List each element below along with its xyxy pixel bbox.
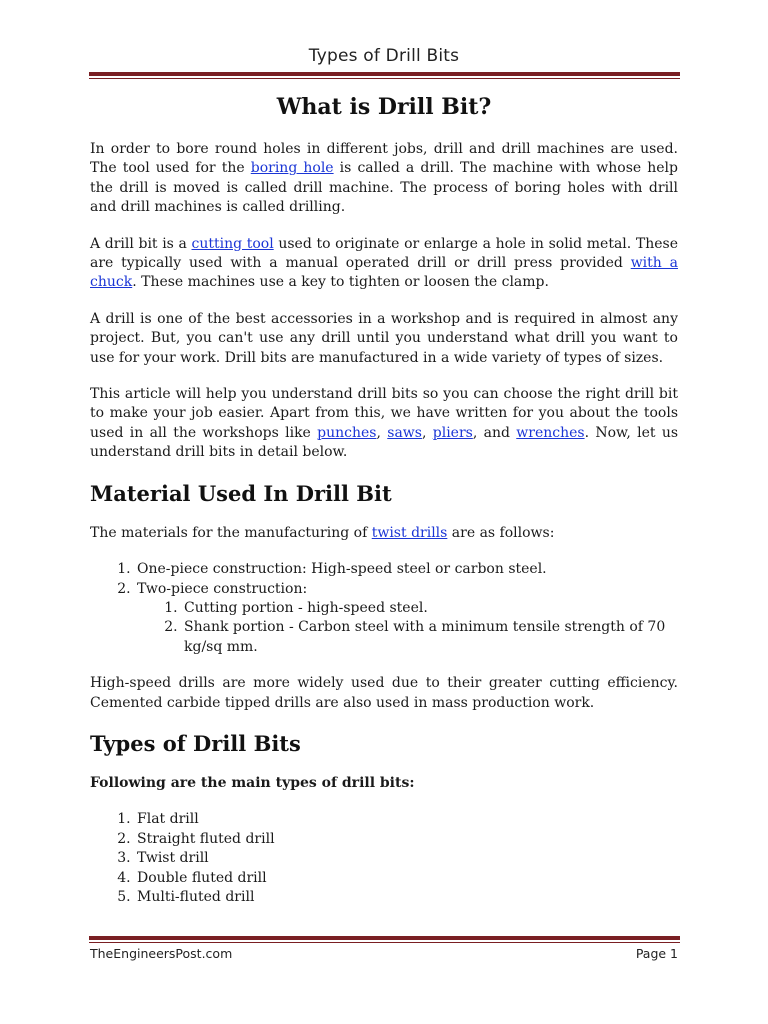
link-with-a-chuck[interactable]: with a chuck — [90, 255, 678, 291]
list-item: 4. Double fluted drill — [135, 869, 678, 888]
list-item: 2. Shank portion - Carbon steel with a minimum tensile strength of 70 kg/sq mm. — [182, 618, 678, 657]
footer-rule — [89, 936, 680, 943]
footer-page-number: Page 1 — [635, 946, 678, 961]
link-boring-hole[interactable]: boring hole — [250, 160, 334, 177]
list-item: 2. Two-piece construction: 1. Cutting portion - high-speed steel. 2. Shank portion - Carbon steel with a minimum tensile strength of 70 kg/sq mm. — [135, 580, 678, 658]
paragraph-material-intro: The materials for the manufacturing of twist drills are as follows: — [90, 524, 555, 541]
material-list — [90, 560, 678, 657]
list-item: 3. Twist drill — [135, 849, 678, 868]
page-title: What is Drill Bit? — [276, 94, 492, 120]
link-pliers[interactable]: pliers — [432, 424, 473, 441]
link-wrenches[interactable]: wrenches — [516, 424, 585, 441]
running-header: Types of Drill Bits — [308, 46, 460, 66]
document-body — [90, 92, 678, 924]
section-heading-types: Types of Drill Bits — [90, 730, 301, 756]
list-item: 1. Flat drill — [135, 810, 678, 829]
list-item: 2. Straight fluted drill — [135, 830, 678, 849]
paragraph-article: This article will help you understand drill bits so you can choose the right drill bit to make your job easier. Apart from this, we have written for you about the tools used in all the workshops like punches, saws, pliers, and wrenches. Now, let us understand drill bits in detail below. — [90, 386, 679, 461]
section-heading-material: Material Used In Drill Bit — [90, 480, 392, 506]
list-item: 5. Multi-fluted drill — [135, 888, 678, 907]
paragraph-material-closing: High-speed drills are more widely used due to their greater cutting efficiency. Cemented carbide tipped drills are also used in mass production work. — [90, 675, 678, 711]
paragraph-drill-bit: A drill bit is a cutting tool used to originate or enlarge a hole in solid metal. These are typically used with a manual operated drill or drill press provided with a chuck. These machines use a key to tighten or loosen the clamp. — [90, 235, 678, 291]
link-cutting-tool[interactable]: cutting tool — [191, 235, 274, 252]
link-punches[interactable]: punches — [317, 424, 377, 441]
header-rule — [89, 72, 680, 79]
footer-site: TheEngineersPost.com — [90, 946, 233, 961]
types-lead: Following are the main types of drill bits: — [90, 774, 415, 791]
material-sub-list — [137, 599, 678, 657]
list-item: 1. Cutting portion - high-speed steel. — [182, 599, 678, 618]
paragraph-intro: In order to bore round holes in different jobs, drill and drill machines are used. The tool used for the boring hole is called a drill. The machine with whose help the drill is moved is called drill machine. The process of boring holes with drill and drill machines is called drilling. — [90, 141, 678, 216]
paragraph-workshop: A drill is one of the best accessories in a workshop and is required in almost any project. But, you can't use any drill until you understand what drill you want to use for your work. Drill bits are manufactured in a wide variety of types of sizes. — [90, 310, 678, 366]
types-list — [90, 810, 678, 907]
link-saws[interactable]: saws — [387, 424, 422, 441]
link-twist-drills[interactable]: twist drills — [371, 524, 448, 541]
list-item: 1. One-piece construction: High-speed steel or carbon steel. — [135, 560, 678, 579]
